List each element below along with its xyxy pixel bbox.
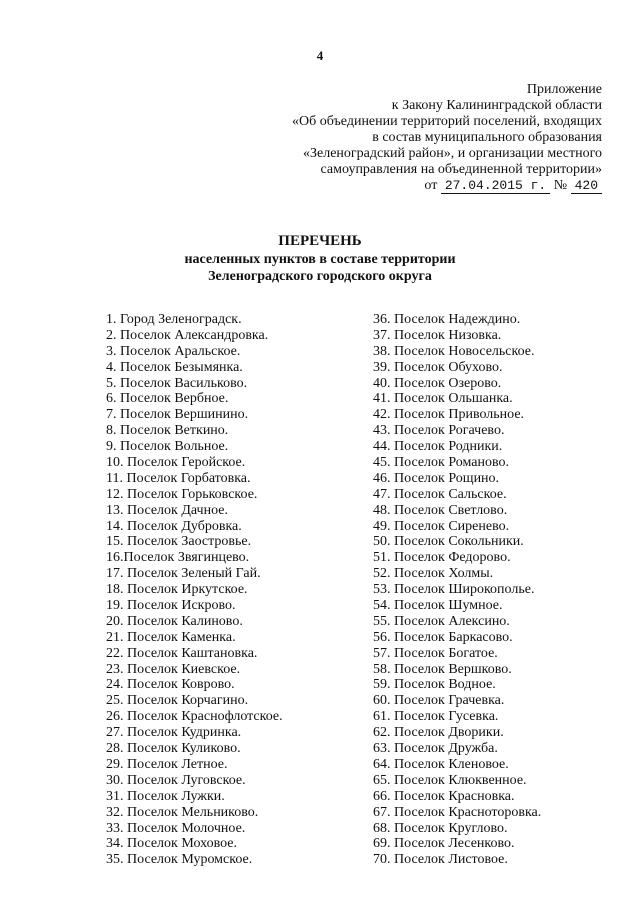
- settlement-item: 18. Поселок Иркутское.: [106, 582, 248, 598]
- settlement-item: 29. Поселок Летное.: [106, 756, 228, 772]
- settlement-item: 7. Поселок Вершинино.: [106, 407, 249, 423]
- settlement-item: 60. Поселок Грачевка.: [373, 693, 505, 709]
- settlement-item: 44. Поселок Родники.: [373, 439, 503, 455]
- settlement-item: 36. Поселок Надеждино.: [373, 312, 521, 327]
- settlement-item: 41. Поселок Ольшанка.: [373, 391, 513, 407]
- settlement-item: 35. Поселок Муромское.: [106, 852, 253, 868]
- appendix-line: в состав муниципального образования: [372, 130, 602, 145]
- settlement-item: 14. Поселок Дубровка.: [106, 518, 242, 534]
- settlement-item: 69. Поселок Лесенково.: [373, 836, 515, 852]
- title-line: населенных пунктов в составе территории: [184, 252, 456, 267]
- settlement-item: 65. Поселок Клюквенное.: [373, 772, 527, 788]
- settlement-item: 45. Поселок Романово.: [373, 455, 510, 471]
- settlement-item: 67. Поселок Красноторовка.: [373, 804, 542, 820]
- title-main: ПЕРЕЧЕНЬ: [278, 233, 362, 249]
- settlement-item: 27. Поселок Кудринка.: [106, 725, 242, 741]
- settlement-item: 25. Поселок Корчагино.: [106, 693, 249, 709]
- settlement-item: 39. Поселок Обухово.: [373, 359, 503, 375]
- settlement-item: 4. Поселок Безымянка.: [106, 359, 243, 375]
- law-date: 27.04.2015 г.: [441, 178, 550, 194]
- settlement-item: 15. Поселок Заостровье.: [106, 534, 252, 550]
- appendix-header: [222, 82, 602, 194]
- settlement-item: 21. Поселок Каменка.: [106, 629, 236, 645]
- settlement-item: 20. Поселок Калиново.: [106, 613, 243, 629]
- title-line: Зеленоградского городского округа: [208, 269, 432, 284]
- settlement-item: 56. Поселок Баркасово.: [373, 629, 513, 645]
- appendix-line: к Закону Калининградской области: [391, 98, 602, 113]
- settlement-item: 10. Поселок Геройское.: [106, 455, 246, 471]
- settlement-item: 30. Поселок Луговское.: [106, 772, 246, 788]
- settlement-item: 48. Поселок Светлово.: [373, 502, 508, 518]
- settlement-item: 13. Поселок Дачное.: [106, 502, 228, 518]
- settlement-item: 52. Поселок Холмы.: [373, 566, 494, 582]
- settlement-item: 23. Поселок Киевское.: [106, 661, 241, 677]
- settlement-item: 47. Поселок Сальское.: [373, 486, 507, 502]
- settlement-item: 17. Поселок Зеленый Гай.: [106, 566, 261, 582]
- settlement-item: 32. Поселок Мельниково.: [106, 804, 259, 820]
- settlement-item: 66. Поселок Красновка.: [373, 788, 515, 804]
- settlement-item: 34. Поселок Моховое.: [106, 836, 237, 852]
- settlement-item: 1. Город Зеленоградск.: [106, 312, 242, 327]
- settlement-item: 31. Поселок Лужки.: [106, 788, 225, 804]
- settlement-item: 61. Поселок Гусевка.: [373, 709, 499, 725]
- settlement-item: 54. Поселок Шумное.: [373, 598, 503, 614]
- settlement-item: 24. Поселок Коврово.: [106, 677, 235, 693]
- settlement-list-left: [106, 312, 283, 868]
- settlement-item: 63. Поселок Дружба.: [373, 741, 498, 757]
- appendix-line: Приложение: [526, 82, 602, 97]
- settlement-item: 55. Поселок Алексино.: [373, 613, 510, 629]
- settlement-item: 40. Поселок Озерово.: [373, 375, 502, 391]
- settlement-item: 2. Поселок Александровка.: [106, 327, 269, 343]
- date-prefix: от: [424, 178, 438, 193]
- settlement-item: 9. Поселок Вольное.: [106, 439, 229, 455]
- appendix-line: «Зеленоградский район», и организации местного: [303, 146, 602, 161]
- settlement-item: 19. Поселок Искрово.: [106, 598, 236, 614]
- settlement-item: 53. Поселок Широкополье.: [373, 582, 535, 598]
- settlement-item: 46. Поселок Рощино.: [373, 470, 500, 486]
- settlement-item: 64. Поселок Кленовое.: [373, 756, 509, 772]
- settlement-item: 70. Поселок Листовое.: [373, 852, 508, 868]
- settlement-item: 59. Поселок Водное.: [373, 677, 496, 693]
- appendix-line: «Об объединении территорий поселений, входящих: [292, 114, 602, 129]
- settlement-item: 50. Поселок Сокольники.: [373, 534, 524, 550]
- appendix-line: самоуправления на объединенной территории»: [320, 162, 602, 177]
- settlement-item: 16.Поселок Звягинцево.: [106, 550, 250, 566]
- settlement-item: 6. Поселок Вербное.: [106, 391, 229, 407]
- settlement-item: 57. Поселок Богатое.: [373, 645, 498, 661]
- number-prefix: №: [553, 178, 568, 193]
- settlement-item: 28. Поселок Куликово.: [106, 741, 241, 757]
- settlement-list-right: [373, 312, 541, 868]
- settlement-item: 26. Поселок Краснофлотское.: [106, 709, 283, 725]
- page-number: 4: [316, 48, 324, 63]
- settlement-item: 51. Поселок Федорово.: [373, 550, 511, 566]
- settlement-item: 12. Поселок Горьковское.: [106, 486, 258, 502]
- settlement-item: 62. Поселок Дворики.: [373, 725, 504, 741]
- settlement-item: 11. Поселок Горбатовка.: [106, 470, 251, 486]
- settlement-item: 22. Поселок Каштановка.: [106, 645, 258, 661]
- law-date-line: [222, 178, 602, 194]
- settlement-item: 58. Поселок Вершково.: [373, 661, 512, 677]
- document-title: [0, 232, 640, 285]
- settlement-item: 42. Поселок Привольное.: [373, 407, 525, 423]
- settlement-item: 43. Поселок Рогачево.: [373, 423, 505, 439]
- settlement-item: 49. Поселок Сиренево.: [373, 518, 510, 534]
- settlement-item: 68. Поселок Круглово.: [373, 820, 508, 836]
- settlement-item: 33. Поселок Молочное.: [106, 820, 246, 836]
- settlement-item: 3. Поселок Аральское.: [106, 343, 241, 359]
- settlement-item: 38. Поселок Новосельское.: [373, 343, 535, 359]
- settlement-item: 37. Поселок Низовка.: [373, 327, 502, 343]
- settlement-item: 8. Поселок Веткино.: [106, 423, 229, 439]
- settlement-item: 5. Поселок Васильково.: [106, 375, 248, 391]
- law-number: 420: [571, 178, 602, 194]
